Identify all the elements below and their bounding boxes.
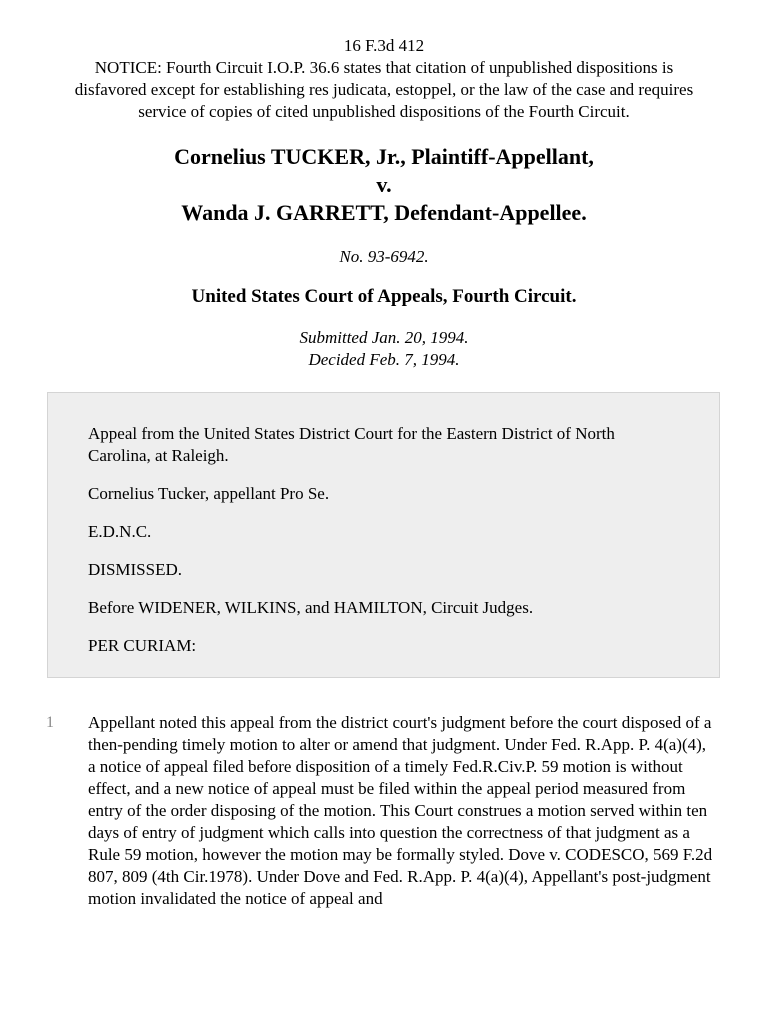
decided-date: Decided Feb. 7, 1994. [308,350,460,369]
disposition: DISMISSED. [88,560,182,579]
case-dates [0,327,768,371]
case-caption [0,143,768,227]
court-name: United States Court of Appeals, Fourth Circuit. [191,286,577,307]
case-info-box [47,392,720,678]
citation: 16 F.3d 412 [343,36,425,55]
appeal-from: Appeal from the United States District Court for the Eastern District of North Carolina, at Raleigh. [88,424,615,465]
paragraph-number[interactable]: 1 [46,714,54,731]
district: E.D.N.C. [88,522,152,541]
publication-notice: NOTICE: Fourth Circuit I.O.P. 36.6 states that citation of unpublished dispositions is disfavored except for establishing res judicata, estoppel, or the law of the case and requires service of copies of cited unpublished dispositions of the Fourth Circuit. [74,58,694,121]
panel: Before WIDENER, WILKINS, and HAMILTON, Circuit Judges. [88,598,534,617]
per-curiam: PER CURIAM: [88,636,197,655]
document-header [0,0,768,123]
opinion-paragraph [0,712,768,910]
submitted-date: Submitted Jan. 20, 1994. [299,328,469,347]
plaintiff-name: Cornelius TUCKER, Jr., Plaintiff-Appellant, [174,144,594,169]
versus: v. [376,172,392,197]
paragraph-text: Appellant noted this appeal from the district court's judgment before the court disposed of a then-pending timely motion to alter or amend that judgment. Under Fed. R.App. P. 4(a)(4), a notice of appeal filed before disposition of a timely Fed.R.Civ.P. 59 motion is without effect, and a new notice of appeal must be filed within the appeal period measured from entry of the order disposing of the motion. This Court construes a motion served within ten days of entry of judgment which calls into question the correctness of that judgment as a Rule 59 motion, however the motion may be formally styled. Dove v. CODESCO, 569 F.2d 807, 809 (4th Cir.1978). Under Dove and Fed. R.App. P. 4(a)(4), Appellant's post-judgment motion invalidated the notice of appeal and [88,713,713,908]
docket-number: No. 93-6942. [339,247,429,266]
counsel: Cornelius Tucker, appellant Pro Se. [88,484,330,503]
defendant-name: Wanda J. GARRETT, Defendant-Appellee. [181,200,587,225]
